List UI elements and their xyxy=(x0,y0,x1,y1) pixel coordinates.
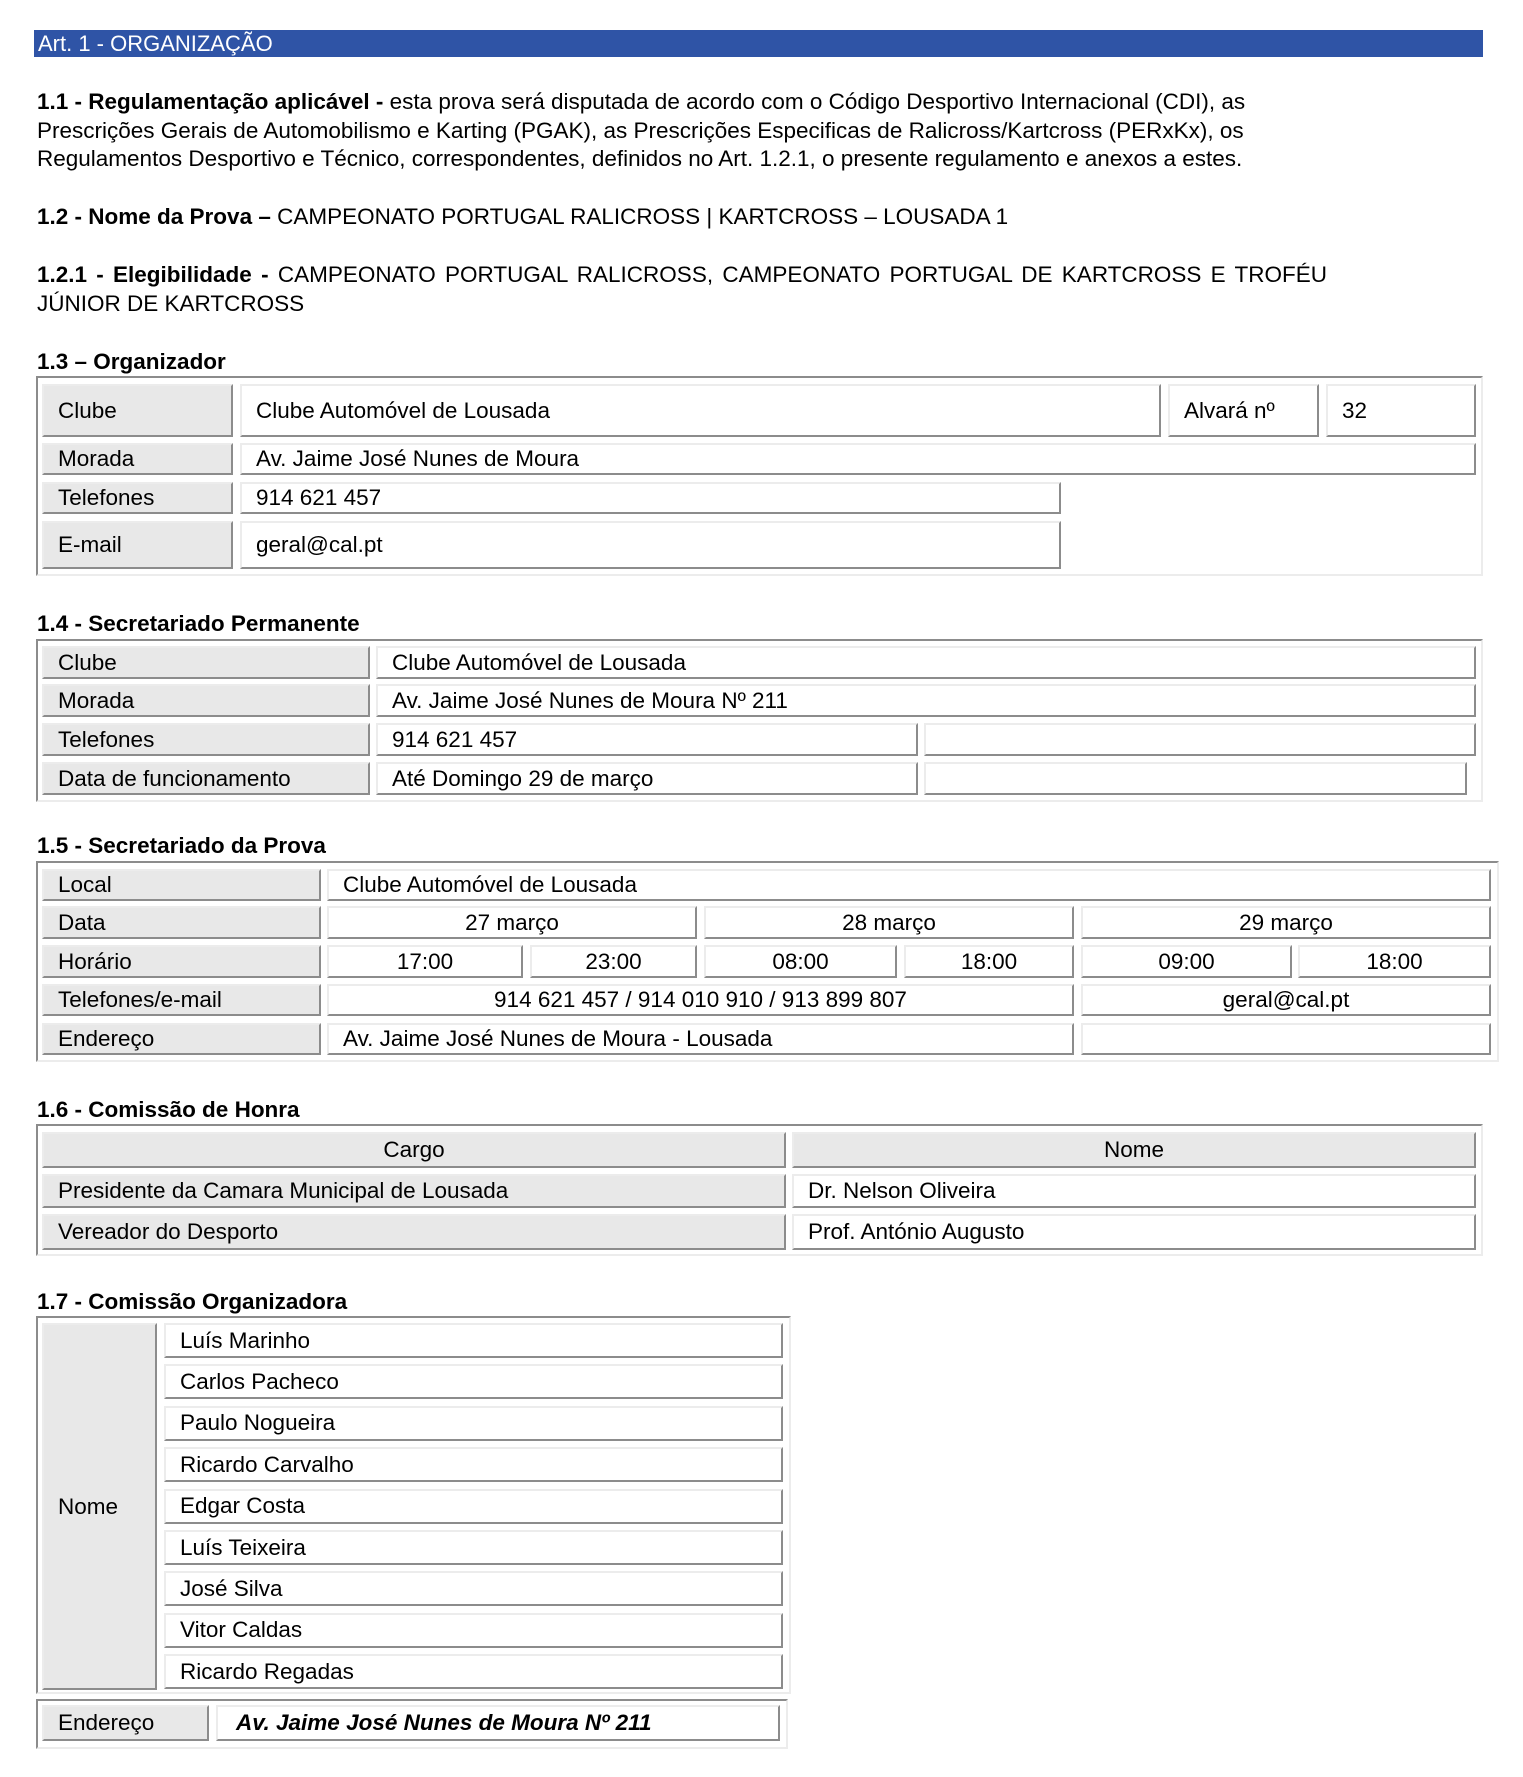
sp-row-label: Telefones xyxy=(42,723,370,756)
prova-endereco-label: Endereço xyxy=(42,1023,321,1055)
prova-data-day: 27 março xyxy=(327,906,697,939)
organizadora-endereco-value: Av. Jaime José Nunes de Moura Nº 211 xyxy=(216,1705,780,1741)
prova-local-value: Clube Automóvel de Lousada xyxy=(327,869,1491,901)
prova-data-day: 29 março xyxy=(1081,906,1491,939)
organizador-email-label: E-mail xyxy=(42,521,233,569)
organizadora-nome: Luís Teixeira xyxy=(164,1530,783,1565)
prova-endereco-value: Av. Jaime José Nunes de Moura - Lousada xyxy=(327,1023,1074,1055)
section-1-2-1 xyxy=(37,261,1483,318)
section-1-2-1-text: CAMPEONATO PORTUGAL RALICROSS, CAMPEONATO PORTUGAL DE KARTCROSS E TROFÉU xyxy=(268,262,1328,287)
organizador-title: 1.3 – Organizador xyxy=(37,349,226,374)
organizador-morada-label: Morada xyxy=(42,443,233,475)
section-1-1-text: esta prova será disputada de acordo com o Código Desportivo Internacional (CDI), as xyxy=(383,89,1246,114)
organizador-telefones-label: Telefones xyxy=(42,482,233,514)
organizador-morada-value: Av. Jaime José Nunes de Moura xyxy=(240,443,1476,475)
sp-row-value: Até Domingo 29 de março xyxy=(376,762,918,795)
honra-header-nome: Nome xyxy=(792,1132,1476,1168)
section-1-2-heading: 1.2 - Nome da Prova – xyxy=(37,204,271,229)
organizador-email-value: geral@cal.pt xyxy=(240,521,1061,569)
honra-cargo: Presidente da Camara Municipal de Lousada xyxy=(42,1174,786,1208)
prova-horario-label: Horário xyxy=(42,945,321,978)
honra-nome: Prof. António Augusto xyxy=(792,1214,1476,1250)
section-1-2-1-line-2: JÚNIOR DE KARTCROSS xyxy=(37,290,305,316)
prova-data-day: 28 março xyxy=(704,906,1074,939)
organizadora-nome: Ricardo Carvalho xyxy=(164,1447,783,1482)
prova-horario-time: 18:00 xyxy=(1298,945,1491,978)
organizadora-endereco-label: Endereço xyxy=(42,1705,209,1741)
comissao-honra-title: 1.6 - Comissão de Honra xyxy=(37,1097,300,1122)
prova-horario-time: 08:00 xyxy=(704,945,897,978)
organizadora-nome: Vitor Caldas xyxy=(164,1613,783,1648)
organizadora-nome: Carlos Pacheco xyxy=(164,1364,783,1399)
section-1-1-line-1 xyxy=(37,88,1483,117)
prova-horario-time: 17:00 xyxy=(327,945,523,978)
organizador-clube-value: Clube Automóvel de Lousada xyxy=(240,384,1161,437)
secretariado-permanente-title: 1.4 - Secretariado Permanente xyxy=(37,611,360,636)
article-header: Art. 1 - ORGANIZAÇÃO xyxy=(34,30,1483,57)
organizadora-nome: Edgar Costa xyxy=(164,1489,783,1524)
honra-nome: Dr. Nelson Oliveira xyxy=(792,1174,1476,1208)
prova-data-label: Data xyxy=(42,906,321,939)
honra-cargo: Vereador do Desporto xyxy=(42,1214,786,1250)
organizador-alvara-value: 32 xyxy=(1326,384,1476,437)
section-1-1-heading: 1.1 - Regulamentação aplicável - xyxy=(37,89,384,114)
sp-row-value: Clube Automóvel de Lousada xyxy=(376,646,1476,679)
section-1-1-line-2: Prescrições Gerais de Automobilismo e Karting (PGAK), as Prescrições Especificas de Ralicross/Kartcross (PERxKx), os xyxy=(37,117,1244,143)
honra-header-cargo: Cargo xyxy=(42,1132,786,1168)
organizadora-nome: Paulo Nogueira xyxy=(164,1406,783,1441)
prova-telefones-label: Telefones/e-mail xyxy=(42,984,321,1016)
sp-row-extra xyxy=(924,762,1467,795)
organizadora-nome: Luís Marinho xyxy=(164,1323,783,1358)
section-1-2-text: CAMPEONATO PORTUGAL RALICROSS | KARTCROSS – LOUSADA 1 xyxy=(270,204,1009,229)
organizador-telefones-value: 914 621 457 xyxy=(240,482,1061,514)
prova-endereco-extra xyxy=(1081,1023,1491,1055)
sp-row-extra xyxy=(924,723,1476,756)
sp-row-value: 914 621 457 xyxy=(376,723,918,756)
organizadora-nome: José Silva xyxy=(164,1571,783,1606)
sp-row-label: Data de funcionamento xyxy=(42,762,370,795)
prova-horario-time: 09:00 xyxy=(1081,945,1292,978)
section-1-2-1-heading: 1.2.1 - Elegibilidade - xyxy=(37,262,269,287)
section-1-2 xyxy=(37,203,1483,232)
organizadora-nome: Ricardo Regadas xyxy=(164,1654,783,1689)
prova-local-label: Local xyxy=(42,869,321,901)
secretariado-prova-title: 1.5 - Secretariado da Prova xyxy=(37,833,326,858)
organizadora-nome-label: Nome xyxy=(42,1323,157,1690)
sp-row-value: Av. Jaime José Nunes de Moura Nº 211 xyxy=(376,684,1476,717)
organizador-alvara-label: Alvará nº xyxy=(1168,384,1319,437)
sp-row-label: Morada xyxy=(42,684,370,717)
section-1-2-1-line-1 xyxy=(37,261,1483,290)
organizador-clube-label: Clube xyxy=(42,384,233,437)
prova-horario-time: 23:00 xyxy=(530,945,697,978)
sp-row-label: Clube xyxy=(42,646,370,679)
section-1-1 xyxy=(37,88,1483,174)
prova-email-value: geral@cal.pt xyxy=(1081,984,1491,1016)
prova-horario-time: 18:00 xyxy=(904,945,1074,978)
comissao-organizadora-title: 1.7 - Comissão Organizadora xyxy=(37,1289,348,1314)
section-1-1-line-3: Regulamentos Desportivo e Técnico, correspondentes, definidos no Art. 1.2.1, o presente regulamento e anexos a estes. xyxy=(37,146,1243,171)
prova-telefones-value: 914 621 457 / 914 010 910 / 913 899 807 xyxy=(327,984,1074,1016)
